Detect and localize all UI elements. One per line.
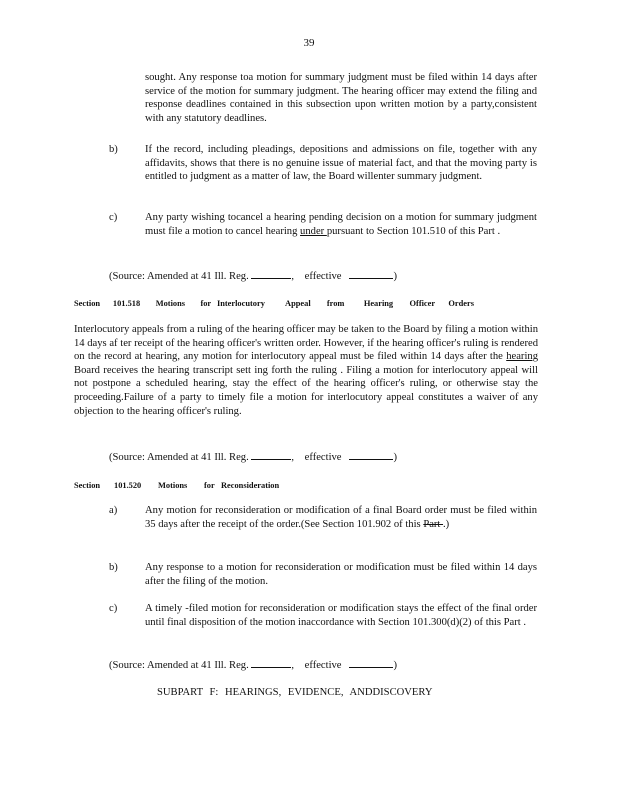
source-sep: , bbox=[291, 660, 295, 671]
item-520a-text bbox=[145, 504, 537, 531]
heading-word: Orders bbox=[448, 299, 475, 308]
source-close: ) bbox=[393, 452, 397, 463]
reg-blank bbox=[251, 268, 291, 279]
item-520b-text: Any response to a motion for reconsideration or modification must be filed within 14 days after the filing of the motion. bbox=[145, 562, 537, 587]
item-b-text: If the record, including pleadings, depositions and admissions on file, together with any affidavits, shows that there is no genuine issue of material fact, and that the moving party is entitled to judgment as a matter of law, the Board willenter summary judgment. bbox=[145, 144, 537, 183]
heading-word: Appeal bbox=[285, 299, 311, 308]
source-prefix: (Source: Amended at 41 Ill. Reg. bbox=[109, 271, 249, 282]
source-sep: , bbox=[291, 452, 295, 463]
item-c-text bbox=[145, 211, 537, 238]
heading-word: for bbox=[200, 299, 212, 308]
para-518-post: Board receives the hearing transcript sett ing forth the ruling . Filing a motion for interlocutory appeal will not postpone a scheduled hearing, stay the effect of the hearing officer's ruling, or otherwise stay the proceeding.Failure of a party to timely file a motion for interlocutory appeal constitutes a waiver of any objection to the hearing officer's ruling. bbox=[74, 364, 538, 417]
heading-word: Interlocutory bbox=[216, 299, 265, 308]
reg-blank bbox=[251, 657, 291, 668]
item-b-label: b) bbox=[109, 144, 118, 155]
source-close: ) bbox=[393, 660, 397, 671]
reg-blank bbox=[251, 449, 291, 460]
source-prefix: (Source: Amended at 41 Ill. Reg. bbox=[109, 452, 249, 463]
section-word: Section bbox=[74, 481, 101, 490]
item-c-underlined: under bbox=[300, 225, 327, 237]
source-note-1 bbox=[109, 268, 397, 284]
effective-blank bbox=[349, 449, 393, 460]
effective-label: effective bbox=[304, 452, 342, 463]
page-number: 39 bbox=[303, 37, 315, 49]
source-note-2 bbox=[109, 449, 397, 465]
effective-label: effective bbox=[304, 660, 342, 671]
heading-word: Motions bbox=[155, 299, 186, 308]
item-c-post: pursuant to Section 101.510 of this Part . bbox=[326, 225, 501, 237]
subpart-heading: SUBPART F: HEARINGS, EVIDENCE, ANDDISCOVERY bbox=[157, 687, 433, 698]
item-520a-post: .) bbox=[443, 518, 450, 530]
section-number: 101.520 bbox=[114, 481, 142, 490]
source-sep: , bbox=[291, 271, 295, 282]
source-prefix: (Source: Amended at 41 Ill. Reg. bbox=[109, 660, 249, 671]
section-heading-101-520 bbox=[74, 479, 474, 493]
heading-word: Officer bbox=[409, 299, 436, 308]
heading-word: from bbox=[326, 299, 345, 308]
item-520a-struck: Part bbox=[423, 518, 444, 530]
section-heading-101-518 bbox=[74, 297, 474, 311]
source-note-3 bbox=[109, 657, 397, 673]
item-520c-label: c) bbox=[109, 603, 118, 614]
heading-word: Motions bbox=[158, 481, 188, 490]
heading-word: Hearing bbox=[363, 299, 394, 308]
item-520b-label: b) bbox=[109, 562, 118, 573]
item-520c-text: A timely -filed motion for reconsideration or modification stays the effect of the final order until final disposition of the motion inaccordance with Section 101.300(d)(2) of this Part . bbox=[145, 603, 537, 628]
section-number: 101.518 bbox=[112, 299, 141, 308]
item-c-label: c) bbox=[109, 212, 118, 223]
effective-label: effective bbox=[304, 271, 342, 282]
section-word: Section bbox=[74, 299, 101, 308]
item-520a-label: a) bbox=[109, 505, 118, 516]
paragraph-101-518 bbox=[74, 323, 538, 418]
source-close: ) bbox=[393, 271, 397, 282]
para-518-underlined: hearing bbox=[506, 351, 538, 363]
item-c-pre: Any party wishing tocancel a hearing pending decision on a motion for summary judgment must file a motion to cancel hearing bbox=[145, 212, 537, 237]
paragraph-sought: sought. Any response toa motion for summary judgment must be filed within 14 days after service of the motion for summary judgment. The hearing officer may extend the filing and response deadlines contained in this subsection upon written motion by a party,consistent with any statutory deadlines. bbox=[145, 72, 537, 124]
effective-blank bbox=[349, 268, 393, 279]
heading-word: Reconsideration bbox=[221, 481, 280, 490]
heading-word: for bbox=[204, 481, 215, 490]
para-518-pre: Interlocutory appeals from a ruling of the hearing officer may be taken to the Board by filing a motion within 14 days af ter receipt of the hearing officer's written order. However, if the hearing officer's ruling is rendered on the record at hearing, any motion for interlocutory appeal must be filed within 14 days after the bbox=[74, 324, 538, 363]
effective-blank bbox=[349, 657, 393, 668]
item-520a-pre: Any motion for reconsideration or modification of a final Board order must be filed within 35 days after the receipt of the order.(See Section 101.902 of this bbox=[145, 505, 537, 530]
